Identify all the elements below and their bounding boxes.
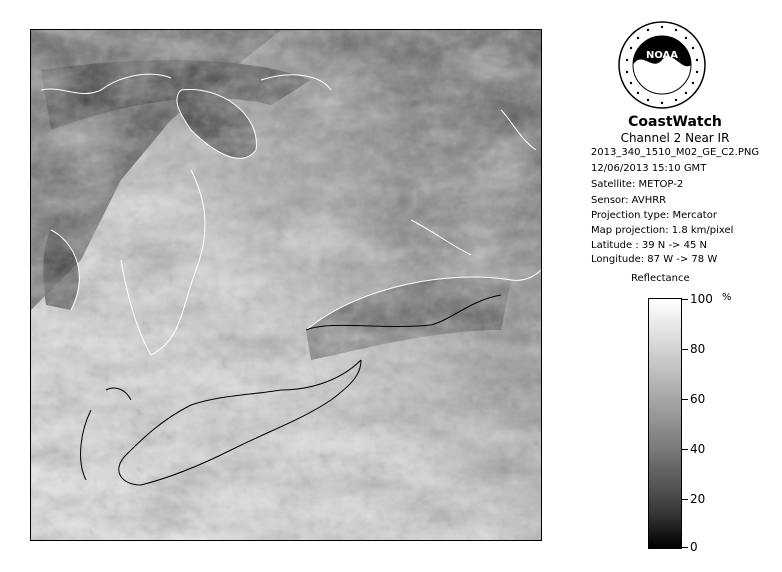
reflectance-colorbar [648,298,682,549]
legend-tick-label-80: 80 [690,342,706,356]
caption-projection-type: Projection type: Mercator [591,210,717,221]
legend-tick-40 [682,449,688,450]
speckle-texture [31,30,541,540]
legend-tick-label-0: 0 [690,540,698,554]
legend-tick-label-60: 60 [690,392,706,406]
caption-channel: Channel 2 Near IR [620,131,730,145]
legend-tick-label-100: 100 [690,292,713,306]
legend-tick-label-40: 40 [690,442,706,456]
satellite-scene [31,30,541,540]
caption-title: CoastWatch [628,114,722,130]
legend-tick-label-20: 20 [690,492,706,506]
legend-tick-60 [682,399,688,400]
satellite-image [30,29,542,541]
legend-tick-100 [682,299,688,300]
caption-satellite: Satellite: METOP-2 [591,179,684,190]
caption-latitude: Latitude : 39 N -> 45 N [591,240,707,251]
legend-unit: % [722,292,732,303]
caption-longitude: Longitude: 87 W -> 78 W [591,254,718,265]
caption-map-projection: Map projection: 1.8 km/pixel [591,225,734,236]
legend-tick-80 [682,349,688,350]
noaa-logo [617,20,707,110]
caption-datetime: 12/06/2013 15:10 GMT [591,163,707,174]
noaa-logo-text: NOAA [645,50,679,61]
caption-filename: 2013_340_1510_M02_GE_C2.PNG [590,147,760,158]
legend-tick-0 [682,547,688,548]
legend-tick-20 [682,499,688,500]
noaa-logo-graphic [617,20,707,110]
legend-label: Reflectance [631,273,690,284]
caption-sensor: Sensor: AVHRR [591,195,667,206]
